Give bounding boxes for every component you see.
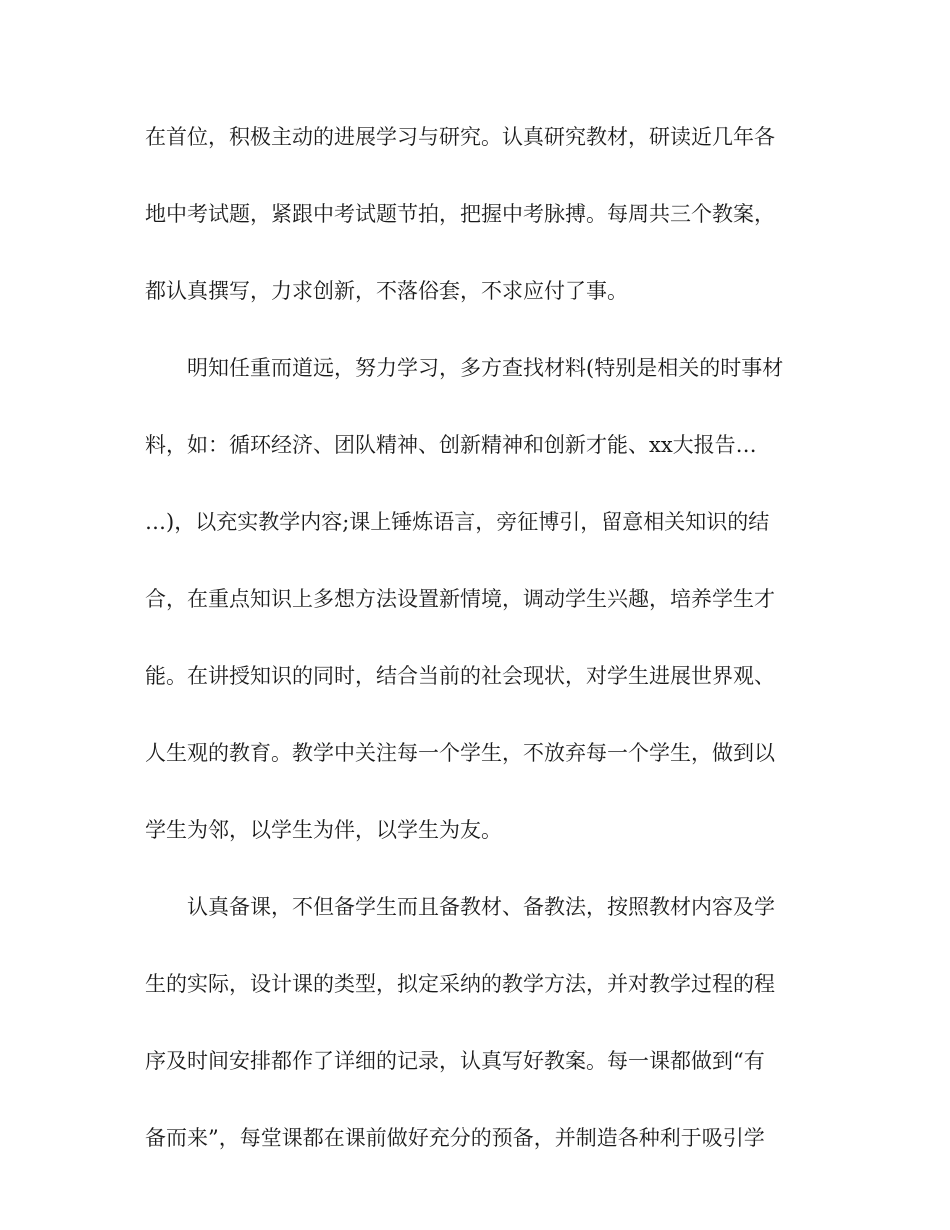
text-line: 学生为邻，以学生为伴，以学生为友。 — [145, 818, 502, 842]
text-line: 生的实际，设计课的类型，拟定采纳的教学方法，并对教学过程的程 — [145, 972, 775, 996]
text-line: 认真备课，不但备学生而且备教材、备教法，按照教材内容及学 — [187, 895, 775, 919]
paragraph-3 — [145, 888, 810, 1157]
paragraph-2 — [145, 349, 810, 849]
text-line: 地中考试题，紧跟中考试题节拍，把握中考脉搏。每周共三个教案， — [145, 202, 775, 226]
document-body — [145, 118, 810, 1196]
text-line: 序及时间安排都作了详细的记录，认真写好教案。每一课都做到“有 — [145, 1049, 765, 1073]
text-line: 能。在讲授知识的同时，结合当前的社会现状，对学生进展世界观、 — [145, 664, 775, 688]
text-line: 备而来”，每堂课都在课前做好充分的预备，并制造各种利于吸引学 — [145, 1126, 765, 1150]
text-line: 料，如：循环经济、团队精神、创新精神和创新才能、xx大报告… — [145, 433, 757, 457]
paragraph-1 — [145, 118, 810, 310]
text-line: 人生观的教育。教学中关注每一个学生，不放弃每一个学生，做到以 — [145, 741, 775, 765]
text-line: …)，以充实教学内容;课上锤炼语言，旁征博引，留意相关知识的结 — [145, 510, 770, 534]
text-line: 合，在重点知识上多想方法设置新情境，调动学生兴趣，培养学生才 — [145, 587, 775, 611]
text-line: 明知任重而道远，努力学习，多方查找材料(特别是相关的时事材 — [187, 356, 784, 380]
text-line: 在首位，积极主动的进展学习与研究。认真研究教材，研读近几年各 — [145, 125, 775, 149]
text-line: 都认真撰写，力求创新，不落俗套，不求应付了事。 — [145, 279, 628, 303]
